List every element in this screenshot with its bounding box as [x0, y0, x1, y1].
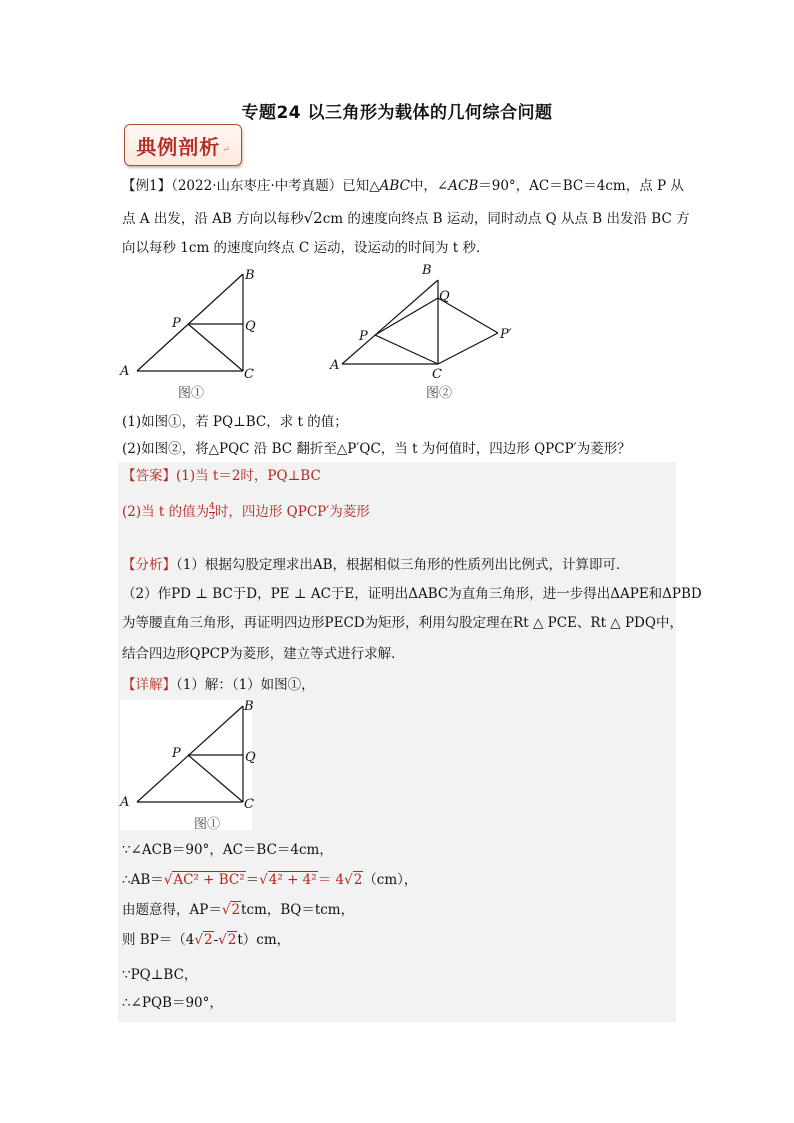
- fig2-label-Pprime: P′: [500, 327, 512, 342]
- page-title: 专题24 以三角形为载体的几何综合问题: [241, 103, 553, 123]
- question-2: (2)如图②，将△PQC 沿 BC 翻折至△P′QC，当 t 为何值时，四边形 QPCP′为菱形？: [122, 441, 631, 457]
- problem-line-2: 点 A 出发，沿 AB 方向以每秒√2cm 的速度向终点 B 运动，同时动点 Q 从点 B 出发沿 BC 方: [122, 209, 690, 227]
- figure-1: [116, 265, 266, 403]
- answer-line-1: 【答案】(1)当 t＝2时，PQ⊥BC: [122, 468, 321, 484]
- figure-1-copy: [116, 698, 266, 836]
- problem-line-1: 【例1】（2022·山东枣庄·中考真题）已知△ABC中，∠ACB＝90°，AC＝BC＝4cm，点 P 从: [122, 178, 684, 194]
- fig1-label-C: C: [244, 367, 254, 382]
- answer-line-2: (2)当 t 的值为$\frac{4}{3}$时，四边形 QPCP′为菱形: [122, 502, 370, 522]
- fig2-label-P: P: [359, 329, 368, 344]
- fig1-label-B: B: [245, 268, 255, 283]
- detail-step-2: ∴AB＝√AC² + BC²＝√4² + 4²＝ 4√2（cm），: [122, 872, 418, 888]
- section-badge: [124, 124, 242, 166]
- analysis-line-1: 【分析】（1）根据勾股定理求出AB，根据相似三角形的性质列出比例式，计算即可．: [122, 557, 630, 573]
- question-1: (1)如图①，若 PQ⊥BC，求 t 的值；: [122, 414, 348, 430]
- problem-line-3: 向以每秒 1cm 的速度向终点 C 运动，设运动的时间为 t 秒．: [122, 240, 490, 256]
- fig1-label-Q: Q: [245, 319, 256, 334]
- detail-step-3: 由题意得，AP＝√2tcm，BQ＝tcm，: [122, 902, 355, 918]
- fig1c-label-P: P: [172, 746, 181, 761]
- fig1-label-A: A: [120, 364, 130, 379]
- fig1c-label-B: B: [244, 699, 254, 714]
- fig1-caption: 图①: [178, 386, 205, 401]
- detail-step-4: 则 BP＝（4√2-√2t）cm，: [122, 932, 291, 948]
- fig2-label-C: C: [432, 367, 442, 382]
- detail-line-1: 【详解】（1）解：（1）如图①，: [122, 677, 315, 693]
- fig1-label-P: P: [172, 316, 181, 331]
- analysis-line-4: 结合四边形QPCP为菱形，建立等式进行求解．: [122, 646, 405, 662]
- analysis-line-2: （2）作PD ⊥ BC于D，PE ⊥ AC于E，证明出ΔABC为直角三角形，进一步得出ΔAPE和ΔPBD: [122, 586, 702, 602]
- fig1c-caption: 图①: [194, 817, 221, 832]
- fig2-label-Q: Q: [439, 289, 450, 304]
- detail-step-5: ∵PQ⊥BC，: [122, 967, 198, 983]
- fig2-caption: 图②: [426, 386, 453, 401]
- return-mark-icon: ↵: [222, 145, 230, 155]
- detail-step-6: ∴∠PQB＝90°，: [122, 995, 223, 1011]
- fig2-label-A: A: [330, 358, 340, 373]
- detail-step-1: ∵∠ACB＝90°，AC＝BC＝4cm，: [122, 842, 333, 858]
- fig1c-label-A: A: [120, 795, 130, 810]
- fig1c-label-Q: Q: [245, 750, 256, 765]
- fig2-label-B: B: [422, 263, 432, 278]
- section-badge-label: 典例剖析: [136, 134, 221, 159]
- fig1c-label-C: C: [244, 797, 254, 812]
- analysis-line-3: 为等腰直角三角形，再证明四边形PECD为矩形，利用勾股定理在Rt △ PCE、Rt △ PDQ中，: [122, 615, 683, 631]
- figure-2: [322, 258, 522, 403]
